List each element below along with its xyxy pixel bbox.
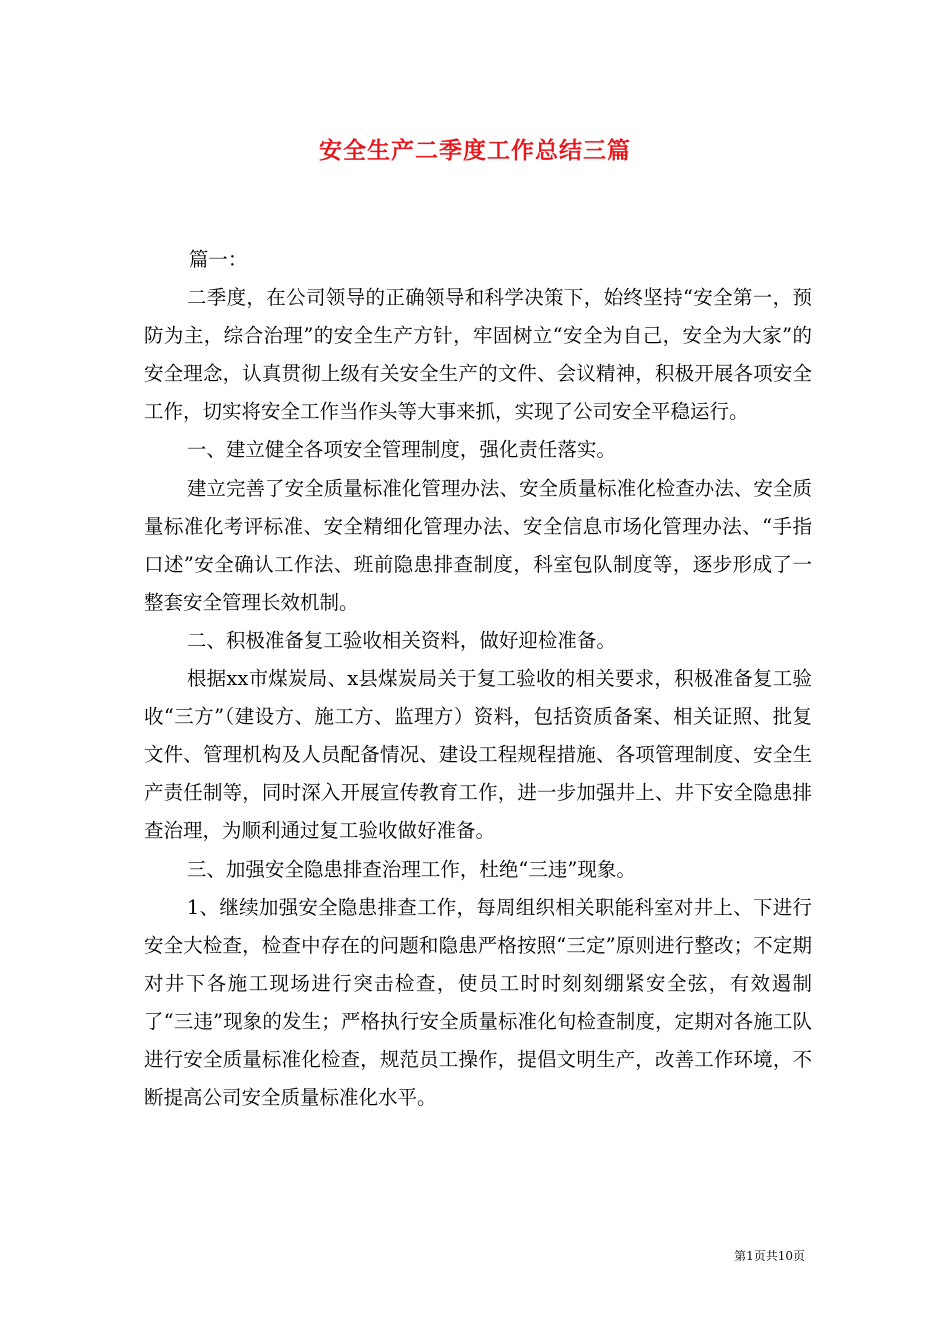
paragraph-one: 建立完善了安全质量标准化管理办法、安全质量标准化检查办法、安全质量标准化考评标准、安全精细化管理办法、安全信息市场化管理办法、“手指口述”安全确认工作法、班前隐患排查制度，科室包队制度等，逐步形成了一整套安全管理长效机制。 <box>144 476 812 614</box>
paragraph-three-item-1: 1、继续加强安全隐患排查工作，每周组织相关职能科室对井上、下进行安全大检查，检查中存在的问题和隐患严格按照“三定”原则进行整改；不定期对井下各施工现场进行突击检查，使员工时时刻刻绷紧安全弦，有效遏制了“三违”现象的发生；严格执行安全质量标准化旬检查制度，定期对各施工队进行安全质量标准化检查，规范员工操作，提倡文明生产，改善工作环境，不断提高公司安全质量标准化水平。 <box>144 895 812 1110</box>
heading-two: 二、积极准备复工验收相关资料，做好迎检准备。 <box>186 628 616 652</box>
heading-three: 三、加强安全隐患排查治理工作，杜绝“三违”现象。 <box>186 857 636 881</box>
paragraph-intro: 二季度，在公司领导的正确领导和科学决策下，始终坚持“安全第一，预防为主，综合治理”的安全生产方针，牢固树立“安全为自己，安全为大家”的安全理念，认真贯彻上级有关安全生产的文件、会议精神，积极开展各项安全工作，切实将安全工作当作头等大事来抓，实现了公司安全平稳运行。 <box>144 286 812 424</box>
heading-one: 一、建立健全各项安全管理制度，强化责任落实。 <box>186 438 616 462</box>
document-body <box>144 241 812 1117</box>
section-label: 篇一： <box>188 248 248 271</box>
paragraph-two: 根据xx市煤炭局、x县煤炭局关于复工验收的相关要求，积极准备复工验收“三方”（建设方、施工方、监理方）资料，包括资质备案、相关证照、批复文件、管理机构及人员配备情况、建设工程规程措施、各项管理制度、安全生产责任制等，同时深入开展宣传教育工作，进一步加强井上、井下安全隐患排查治理，为顺利通过复工验收做好准备。 <box>144 667 812 843</box>
document-title: 安全生产二季度工作总结三篇 <box>319 137 631 164</box>
page-number: 第1页共10页 <box>734 1249 805 1263</box>
